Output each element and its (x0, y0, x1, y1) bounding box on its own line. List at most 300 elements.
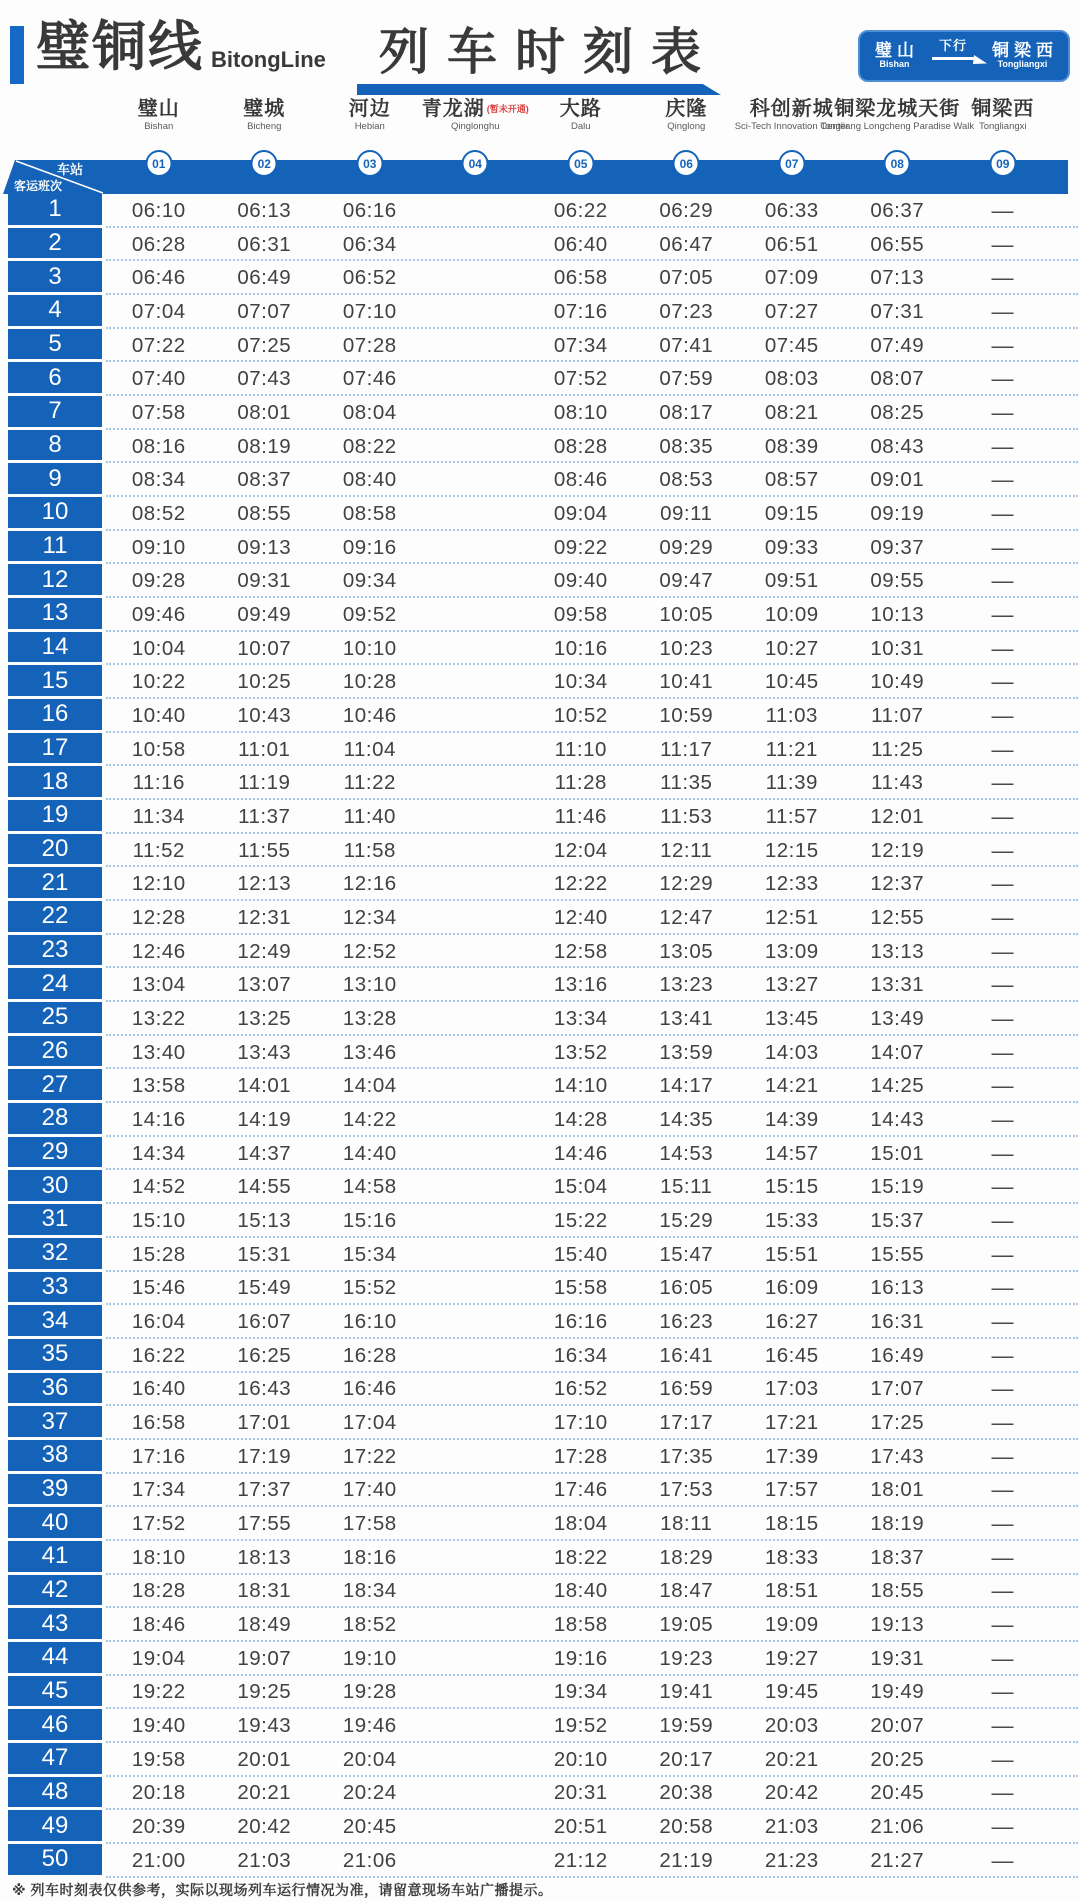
timetable-row (0, 665, 1080, 699)
time-cell: 08:01 (237, 400, 292, 424)
timetable-row (0, 1575, 1080, 1609)
time-cell: 17:01 (237, 1411, 292, 1435)
time-cell: 11:37 (238, 804, 291, 828)
time-cell: 20:18 (131, 1781, 186, 1805)
time-cell: 17:28 (553, 1444, 608, 1468)
no-service-dash: — (991, 837, 1014, 863)
no-service-dash: — (991, 669, 1014, 695)
time-cell: 13:59 (659, 1040, 714, 1064)
row-times (106, 665, 1080, 699)
row-times (106, 766, 1080, 800)
time-cell: 08:04 (342, 400, 397, 424)
time-cell: 10:05 (659, 602, 714, 626)
no-service-dash: — (991, 1578, 1014, 1604)
time-cell: 09:01 (870, 468, 925, 492)
time-cell: 09:46 (131, 602, 186, 626)
row-times (106, 329, 1080, 363)
timetable-row (0, 1103, 1080, 1137)
time-cell: 06:10 (131, 198, 186, 222)
time-cell: 09:51 (764, 569, 819, 593)
station-name: 铜梁西 (971, 98, 1035, 120)
time-cell: 13:58 (131, 1074, 186, 1098)
time-cell: 13:05 (659, 939, 714, 963)
time-cell: 17:39 (764, 1444, 819, 1468)
time-cell: 11:03 (765, 703, 818, 727)
time-cell: 16:46 (342, 1377, 397, 1401)
station-number-badge-05: 05 (567, 150, 594, 177)
time-cell: 11:22 (343, 771, 396, 795)
time-cell: 15:46 (131, 1276, 186, 1300)
time-cell: 10:13 (870, 602, 925, 626)
timetable-row (0, 430, 1080, 464)
time-cell: 09:16 (342, 535, 397, 559)
time-cell: 17:52 (131, 1512, 186, 1536)
time-cell: 09:52 (342, 602, 397, 626)
time-cell: 17:34 (131, 1478, 186, 1502)
time-cell: 08:19 (237, 434, 292, 458)
time-cell: 11:01 (238, 737, 291, 761)
time-cell: 11:57 (765, 804, 818, 828)
corner-bottom-label: 客运班次 (13, 179, 63, 193)
time-cell: 18:13 (237, 1545, 292, 1569)
time-cell: 08:37 (237, 468, 292, 492)
time-cell: 08:53 (659, 468, 714, 492)
time-cell: 16:09 (764, 1276, 819, 1300)
time-cell: 08:17 (659, 400, 714, 424)
trip-number: 21 (8, 867, 102, 901)
time-cell: 11:43 (871, 771, 924, 795)
time-cell: 17:22 (342, 1444, 397, 1468)
time-cell: 20:38 (659, 1781, 714, 1805)
time-cell: 14:17 (659, 1074, 714, 1098)
time-cell: 15:19 (870, 1175, 925, 1199)
station-header-09 (971, 98, 1034, 133)
trip-number: 11 (8, 531, 102, 565)
time-cell: 10:46 (342, 703, 397, 727)
timetable-row (0, 228, 1080, 262)
time-cell: 20:39 (131, 1815, 186, 1839)
trip-number: 34 (8, 1305, 102, 1339)
time-cell: 19:16 (553, 1646, 608, 1670)
station-name: 铜梁龙城天街 (834, 98, 961, 120)
time-cell: 20:51 (553, 1815, 608, 1839)
station-pinyin: Sci-Tech Innovation Center (734, 121, 849, 132)
no-service-dash: — (991, 1039, 1014, 1065)
time-cell: 12:31 (237, 905, 292, 929)
time-cell: 10:07 (237, 636, 292, 660)
time-cell: 19:41 (659, 1680, 714, 1704)
time-cell: 20:45 (870, 1781, 925, 1805)
station-name: 璧城 (243, 98, 286, 120)
time-cell: 12:52 (342, 939, 397, 963)
time-cell: 15:13 (237, 1208, 292, 1232)
time-cell: 09:47 (659, 569, 714, 593)
time-cell: 15:33 (764, 1208, 819, 1232)
no-service-dash: — (991, 231, 1014, 257)
timetable-row (0, 968, 1080, 1002)
trip-number: 42 (8, 1575, 102, 1609)
time-cell: 08:57 (764, 468, 819, 492)
time-cell: 18:34 (342, 1579, 397, 1603)
time-cell: 15:47 (659, 1242, 714, 1266)
time-cell: 07:52 (553, 367, 608, 391)
time-cell: 08:43 (870, 434, 925, 458)
time-cell: 16:28 (342, 1343, 397, 1367)
time-cell: 12:33 (764, 872, 819, 896)
time-cell: 07:13 (870, 266, 925, 290)
direction-badge (858, 30, 1070, 82)
time-cell: 19:07 (237, 1646, 292, 1670)
no-service-dash: — (991, 467, 1014, 493)
brand-accent-bar (10, 26, 24, 84)
timetable-row (0, 463, 1080, 497)
time-cell: 07:59 (659, 367, 714, 391)
timetable-row (0, 699, 1080, 733)
time-cell: 12:55 (870, 905, 925, 929)
no-service-dash: — (991, 904, 1014, 930)
time-cell: 13:45 (764, 1006, 819, 1030)
timetable-row (0, 362, 1080, 396)
timetable-body (0, 194, 1080, 1878)
time-cell: 19:05 (659, 1613, 714, 1637)
station-pinyin: Qinglonghu (450, 121, 500, 132)
time-cell: 07:41 (659, 333, 714, 357)
timetable-row (0, 1170, 1080, 1204)
time-cell: 06:13 (237, 198, 292, 222)
station-name: 璧山 (137, 98, 180, 120)
station-header-01 (138, 98, 180, 133)
time-cell: 18:19 (870, 1512, 925, 1536)
station-name: 科创新城 (749, 98, 834, 120)
time-cell: 10:49 (870, 670, 925, 694)
time-cell: 07:43 (237, 367, 292, 391)
time-cell: 06:46 (131, 266, 186, 290)
time-cell: 09:34 (342, 569, 397, 593)
trip-number: 25 (8, 1002, 102, 1036)
no-service-dash: — (991, 332, 1014, 358)
trip-number: 1 (8, 194, 102, 228)
time-cell: 13:52 (553, 1040, 608, 1064)
time-cell: 09:11 (660, 501, 713, 525)
trip-number: 48 (8, 1777, 102, 1811)
time-cell: 07:22 (131, 333, 186, 357)
time-cell: 19:09 (764, 1613, 819, 1637)
time-cell: 14:07 (870, 1040, 925, 1064)
time-cell: 10:45 (764, 670, 819, 694)
badge-origin-station (870, 42, 919, 71)
time-cell: 18:31 (237, 1579, 292, 1603)
timetable-row (0, 1777, 1080, 1811)
trip-number: 26 (8, 1036, 102, 1070)
time-cell: 11:53 (660, 804, 713, 828)
row-times (106, 968, 1080, 1002)
no-service-dash: — (991, 736, 1014, 762)
no-service-dash: — (991, 1645, 1014, 1671)
row-times (106, 867, 1080, 901)
row-times (106, 1069, 1080, 1103)
time-cell: 06:40 (553, 232, 608, 256)
time-cell: 15:40 (553, 1242, 608, 1266)
row-times (106, 1440, 1080, 1474)
timetable-row (0, 1406, 1080, 1440)
time-cell: 19:46 (342, 1714, 397, 1738)
time-cell: 12:58 (553, 939, 608, 963)
timetable-row (0, 1272, 1080, 1306)
trip-number: 19 (8, 800, 102, 834)
time-cell: 15:16 (342, 1208, 397, 1232)
timetable-row (0, 1676, 1080, 1710)
time-cell: 20:42 (237, 1815, 292, 1839)
row-times (106, 1507, 1080, 1541)
time-cell: 14:04 (342, 1074, 397, 1098)
time-cell: 13:49 (870, 1006, 925, 1030)
no-service-dash: — (991, 1713, 1014, 1739)
time-cell: 16:58 (131, 1411, 186, 1435)
time-cell: 10:40 (131, 703, 186, 727)
timetable-row (0, 1036, 1080, 1070)
direction-label: 下行 (938, 38, 967, 53)
row-times (106, 1406, 1080, 1440)
time-cell: 08:58 (342, 501, 397, 525)
time-cell: 07:45 (764, 333, 819, 357)
line-branding (36, 16, 326, 78)
time-cell: 07:04 (131, 299, 186, 323)
time-cell: 07:07 (237, 299, 292, 323)
time-cell: 12:11 (660, 838, 713, 862)
time-cell: 08:52 (131, 501, 186, 525)
time-cell: 16:43 (237, 1377, 292, 1401)
no-service-dash: — (991, 197, 1014, 223)
trip-number: 9 (8, 463, 102, 497)
row-times (106, 733, 1080, 767)
corner-top-label: 车站 (56, 162, 84, 177)
no-service-dash: — (991, 1275, 1014, 1301)
time-cell: 19:04 (131, 1646, 186, 1670)
time-cell: 07:31 (870, 299, 925, 323)
time-cell: 21:03 (764, 1815, 819, 1839)
row-times (106, 1844, 1080, 1878)
trip-number: 40 (8, 1507, 102, 1541)
trip-number: 50 (8, 1844, 102, 1878)
time-cell: 09:04 (553, 501, 608, 525)
time-cell: 14:35 (659, 1107, 714, 1131)
line-name-en: BitongLine (211, 47, 326, 73)
time-cell: 06:51 (764, 232, 819, 256)
trip-number: 32 (8, 1238, 102, 1272)
time-cell: 16:41 (659, 1343, 714, 1367)
time-cell: 20:07 (870, 1714, 925, 1738)
time-cell: 20:25 (870, 1747, 925, 1771)
timetable-row (0, 1541, 1080, 1575)
time-cell: 14:39 (764, 1107, 819, 1131)
trip-number: 28 (8, 1103, 102, 1137)
time-cell: 11:25 (871, 737, 924, 761)
trip-number: 13 (8, 598, 102, 632)
timetable-row (0, 1608, 1080, 1642)
trip-number: 35 (8, 1339, 102, 1373)
time-cell: 07:28 (342, 333, 397, 357)
time-cell: 10:22 (131, 670, 186, 694)
time-cell: 13:43 (237, 1040, 292, 1064)
time-cell: 13:07 (237, 973, 292, 997)
timetable-row (0, 1844, 1080, 1878)
row-times (106, 1204, 1080, 1238)
station-header-02 (243, 98, 285, 133)
time-cell: 16:40 (131, 1377, 186, 1401)
time-cell: 16:04 (131, 1310, 186, 1333)
time-cell: 08:21 (764, 400, 819, 424)
time-cell: 09:55 (870, 569, 925, 593)
time-cell: 18:52 (342, 1613, 397, 1637)
time-cell: 14:52 (131, 1175, 186, 1199)
time-cell: 07:10 (342, 299, 397, 323)
time-cell: 07:49 (870, 333, 925, 357)
time-cell: 21:06 (870, 1815, 925, 1839)
time-cell: 15:28 (131, 1242, 186, 1266)
time-cell: 15:37 (870, 1208, 925, 1232)
row-times (106, 1103, 1080, 1137)
station-pinyin: Hebian (354, 121, 385, 132)
no-service-dash: — (991, 1342, 1014, 1368)
time-cell: 16:45 (764, 1343, 819, 1367)
time-cell: 18:40 (553, 1579, 608, 1603)
time-cell: 11:40 (343, 804, 396, 828)
time-cell: 20:24 (342, 1781, 397, 1805)
time-cell: 20:42 (764, 1781, 819, 1805)
row-times (106, 1541, 1080, 1575)
trip-number: 33 (8, 1272, 102, 1306)
time-cell: 18:46 (131, 1613, 186, 1637)
time-cell: 09:10 (131, 535, 186, 559)
time-cell: 07:58 (131, 400, 186, 424)
time-cell: 06:58 (553, 266, 608, 290)
trip-number: 41 (8, 1541, 102, 1575)
time-cell: 10:10 (342, 636, 397, 660)
time-cell: 08:10 (553, 400, 608, 424)
time-cell: 17:35 (659, 1444, 714, 1468)
time-cell: 16:52 (553, 1377, 608, 1401)
station-number-badge-09: 09 (989, 150, 1016, 177)
trip-number: 22 (8, 901, 102, 935)
time-cell: 11:58 (343, 838, 396, 862)
station-header-05 (560, 98, 602, 133)
time-cell: 20:58 (659, 1815, 714, 1839)
time-cell: 19:23 (659, 1646, 714, 1670)
time-cell: 11:46 (554, 804, 607, 828)
time-cell: 06:22 (553, 198, 608, 222)
time-cell: 06:28 (131, 232, 186, 256)
station-pinyin: Qinglong (667, 121, 706, 132)
time-cell: 13:10 (342, 973, 397, 997)
trip-number: 3 (8, 261, 102, 295)
time-cell: 20:01 (237, 1747, 292, 1771)
time-cell: 15:31 (237, 1242, 292, 1266)
timetable-row (0, 1373, 1080, 1407)
no-service-dash: — (991, 1376, 1014, 1402)
time-cell: 08:35 (659, 434, 714, 458)
timetable-row (0, 295, 1080, 329)
time-cell: 21:06 (342, 1848, 397, 1872)
no-service-dash: — (991, 1443, 1014, 1469)
timetable-row (0, 598, 1080, 632)
row-times (106, 1777, 1080, 1811)
time-cell: 15:29 (659, 1208, 714, 1232)
right-arrow-icon (931, 55, 987, 67)
time-cell: 11:28 (554, 771, 607, 795)
time-cell: 09:31 (237, 569, 292, 593)
trip-number: 20 (8, 834, 102, 868)
time-cell: 17:57 (764, 1478, 819, 1502)
time-cell: 14:58 (342, 1175, 397, 1199)
time-cell: 14:37 (237, 1141, 292, 1165)
badge-destination-station (987, 42, 1058, 71)
station-name: 河边 (348, 98, 391, 120)
time-cell: 17:17 (659, 1411, 714, 1435)
time-cell: 10:43 (237, 703, 292, 727)
time-cell: 15:04 (553, 1175, 608, 1199)
time-cell: 07:25 (237, 333, 292, 357)
timetable-row (0, 497, 1080, 531)
no-service-dash: — (991, 938, 1014, 964)
trip-number: 10 (8, 497, 102, 531)
time-cell: 09:15 (764, 501, 819, 525)
badge-origin-name: 璧山 (875, 40, 919, 60)
timetable-row (0, 632, 1080, 666)
time-cell: 13:41 (659, 1006, 714, 1030)
time-cell: 07:40 (131, 367, 186, 391)
station-number-badge-03: 03 (356, 150, 383, 177)
timetable-row (0, 531, 1080, 565)
time-cell: 13:31 (870, 973, 925, 997)
no-service-dash: — (991, 534, 1014, 560)
time-cell: 06:16 (342, 198, 397, 222)
time-cell: 19:28 (342, 1680, 397, 1704)
time-cell: 10:09 (764, 602, 819, 626)
time-cell: 20:45 (342, 1815, 397, 1839)
time-cell: 16:59 (659, 1377, 714, 1401)
no-service-dash: — (991, 1511, 1014, 1537)
time-cell: 14:40 (342, 1141, 397, 1165)
time-cell: 17:21 (764, 1411, 819, 1435)
time-cell: 12:46 (131, 939, 186, 963)
time-cell: 19:25 (237, 1680, 292, 1704)
timetable-row (0, 867, 1080, 901)
no-service-dash: — (991, 1814, 1014, 1840)
time-cell: 14:19 (237, 1107, 292, 1131)
time-cell: 16:34 (553, 1343, 608, 1367)
trip-number: 38 (8, 1440, 102, 1474)
trip-number: 31 (8, 1204, 102, 1238)
station-header-06 (665, 98, 707, 133)
no-service-dash: — (991, 601, 1014, 627)
time-cell: 16:07 (237, 1310, 292, 1333)
time-cell: 08:46 (553, 468, 608, 492)
time-cell: 20:21 (237, 1781, 292, 1805)
station-number-badge-07: 07 (778, 150, 805, 177)
time-cell: 11:52 (132, 838, 185, 862)
timetable-row (0, 1069, 1080, 1103)
row-times (106, 935, 1080, 969)
time-cell: 09:19 (870, 501, 925, 525)
station-header-08 (820, 98, 974, 133)
time-cell: 07:09 (764, 266, 819, 290)
time-cell: 20:21 (764, 1747, 819, 1771)
trip-number: 37 (8, 1406, 102, 1440)
time-cell: 19:58 (131, 1747, 186, 1771)
time-cell: 14:46 (553, 1141, 608, 1165)
time-cell: 07:23 (659, 299, 714, 323)
time-cell: 15:55 (870, 1242, 925, 1266)
